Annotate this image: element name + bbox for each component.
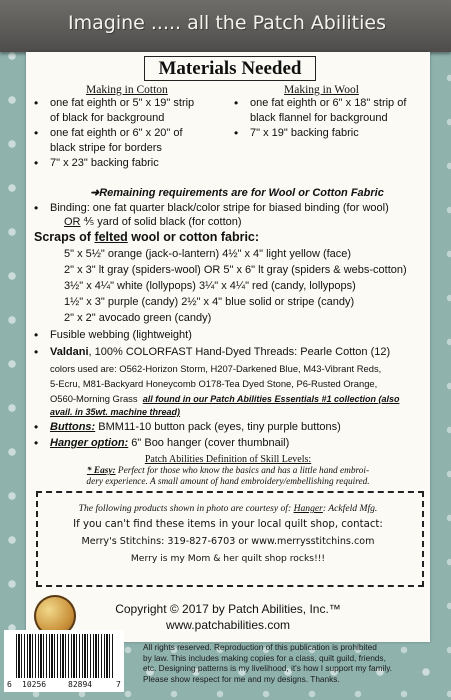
rights-line: Please show respect for me and my designs. Thanks. [143, 673, 340, 684]
rights-line: All rights reserved. Reproduction of this publication is prohibited [143, 642, 377, 652]
arrow-right-icon: ➜ [90, 187, 100, 199]
barcode-bars [16, 634, 114, 678]
barcode-digit: 82894 [68, 680, 93, 689]
barcode-digit: 6 [7, 680, 12, 689]
colors-line-last: O560-Morning Grass all found in our Patch Abilities Essentials #1 collection (also [50, 393, 400, 404]
rights-line: etc. Designing patterns is my livelihood, it's how I support my family. [143, 663, 393, 673]
scraps-heading: Scraps of felted wool or cotton fabric: [34, 230, 260, 244]
rights-notice [143, 642, 443, 684]
binding-line: • Binding: one fat quarter black/color stripe for biased binding (for wool) [50, 202, 389, 215]
cotton-item: • one fat eighth or 5" x 19" strip of black for background [30, 96, 200, 125]
cotton-item: • one fat eighth or 6" x 20" of black stripe for borders [30, 126, 200, 155]
valdani-line: • Valdani, 100% COLORFAST Hand-Dyed Threads: Pearle Cotton (12) [50, 346, 390, 359]
skill-heading: Patch Abilities Definition of Skill Levels: [144, 454, 312, 465]
banner-title: Imagine ..... all the Patch Abilities [68, 12, 386, 34]
credits-line: Merry is my Mom & her quilt shop rocks!!! [130, 553, 326, 564]
colors-line: 5-Ecru, M81-Backyard Honeycomb O178-Tea Dyed Stone, P6-Rusted Orange, [50, 378, 378, 389]
colors-line: colors used are: O562-Horizon Storm, H207-Darkened Blue, M43-Vibrant Reds, [50, 363, 382, 374]
scrap-line: 1½" x 3" purple (candy) 2½" x 4" blue solid or stripe (candy) [64, 296, 355, 308]
wool-item: • 7" x 19" backing fabric [230, 126, 426, 141]
barcode-digit: 10256 [22, 680, 47, 689]
hanger-line: • Hanger option: 6" Boo hanger (cover thumbnail) [50, 437, 289, 450]
wool-column-heading: Making in Wool [284, 84, 359, 96]
cotton-item: • 7" x 23" backing fabric [30, 156, 200, 171]
remaining-note: ➜Remaining requirements are for Wool or Cotton Fabric [90, 187, 384, 199]
title-banner [0, 0, 451, 52]
scrap-line: 2" x 2" avocado green (candy) [64, 312, 212, 324]
essentials-line: avail. in 35wt. machine thread) [50, 407, 181, 417]
cotton-list [30, 96, 200, 172]
buttons-line: • Buttons: BMM11-10 button pack (eyes, tiny purple buttons) [50, 421, 341, 434]
skill-line: dery experience. A small amount of hand embroidery/embellishing required. [86, 477, 370, 487]
rights-line: by law. This includes making copies for a class, quilt guild, friends, [143, 652, 386, 663]
wool-list [230, 96, 426, 142]
scrap-line: 2" x 3" lt gray (spiders-wool) OR 5" x 6" lt gray (spiders & webs-cotton) [64, 264, 407, 276]
barcode [4, 630, 124, 692]
credits-line: The following products shown in photo are courtesy of: Hanger: Ackfeld Mfg. [78, 503, 378, 514]
copyright: Copyright © 2017 by Patch Abilities, Inc.™ [115, 602, 341, 616]
fusible-line: • Fusible webbing (lightweight) [50, 329, 192, 342]
scrap-line: 3½" x 4¼" white (lollypops) 3¼" x 4¼" red (candy, lollypops) [64, 280, 356, 292]
materials-heading: Materials Needed [144, 56, 316, 81]
skill-line: * Easy: Perfect for those who know the basics and has a little hand embroi- [86, 466, 370, 476]
website: www.patchabilities.com [165, 618, 291, 632]
materials-panel [26, 52, 430, 642]
credits-line: Merry's Stitchins: 319-827-6703 or www.merrysstitchins.com [81, 536, 375, 547]
cotton-column-heading: Making in Cotton [86, 84, 168, 96]
wool-item: • one fat eighth or 6" x 18" strip of black flannel for background [230, 96, 426, 125]
binding-alt-line: OR ⅘ yard of solid black (for cotton) [64, 216, 242, 228]
credits-line: If you can't find these items in your local quilt shop, contact: [73, 519, 383, 530]
barcode-digit: 7 [116, 680, 121, 689]
scrap-line: 5" x 5½" orange (jack-o-lantern) 4½" x 4" light yellow (face) [64, 248, 352, 260]
